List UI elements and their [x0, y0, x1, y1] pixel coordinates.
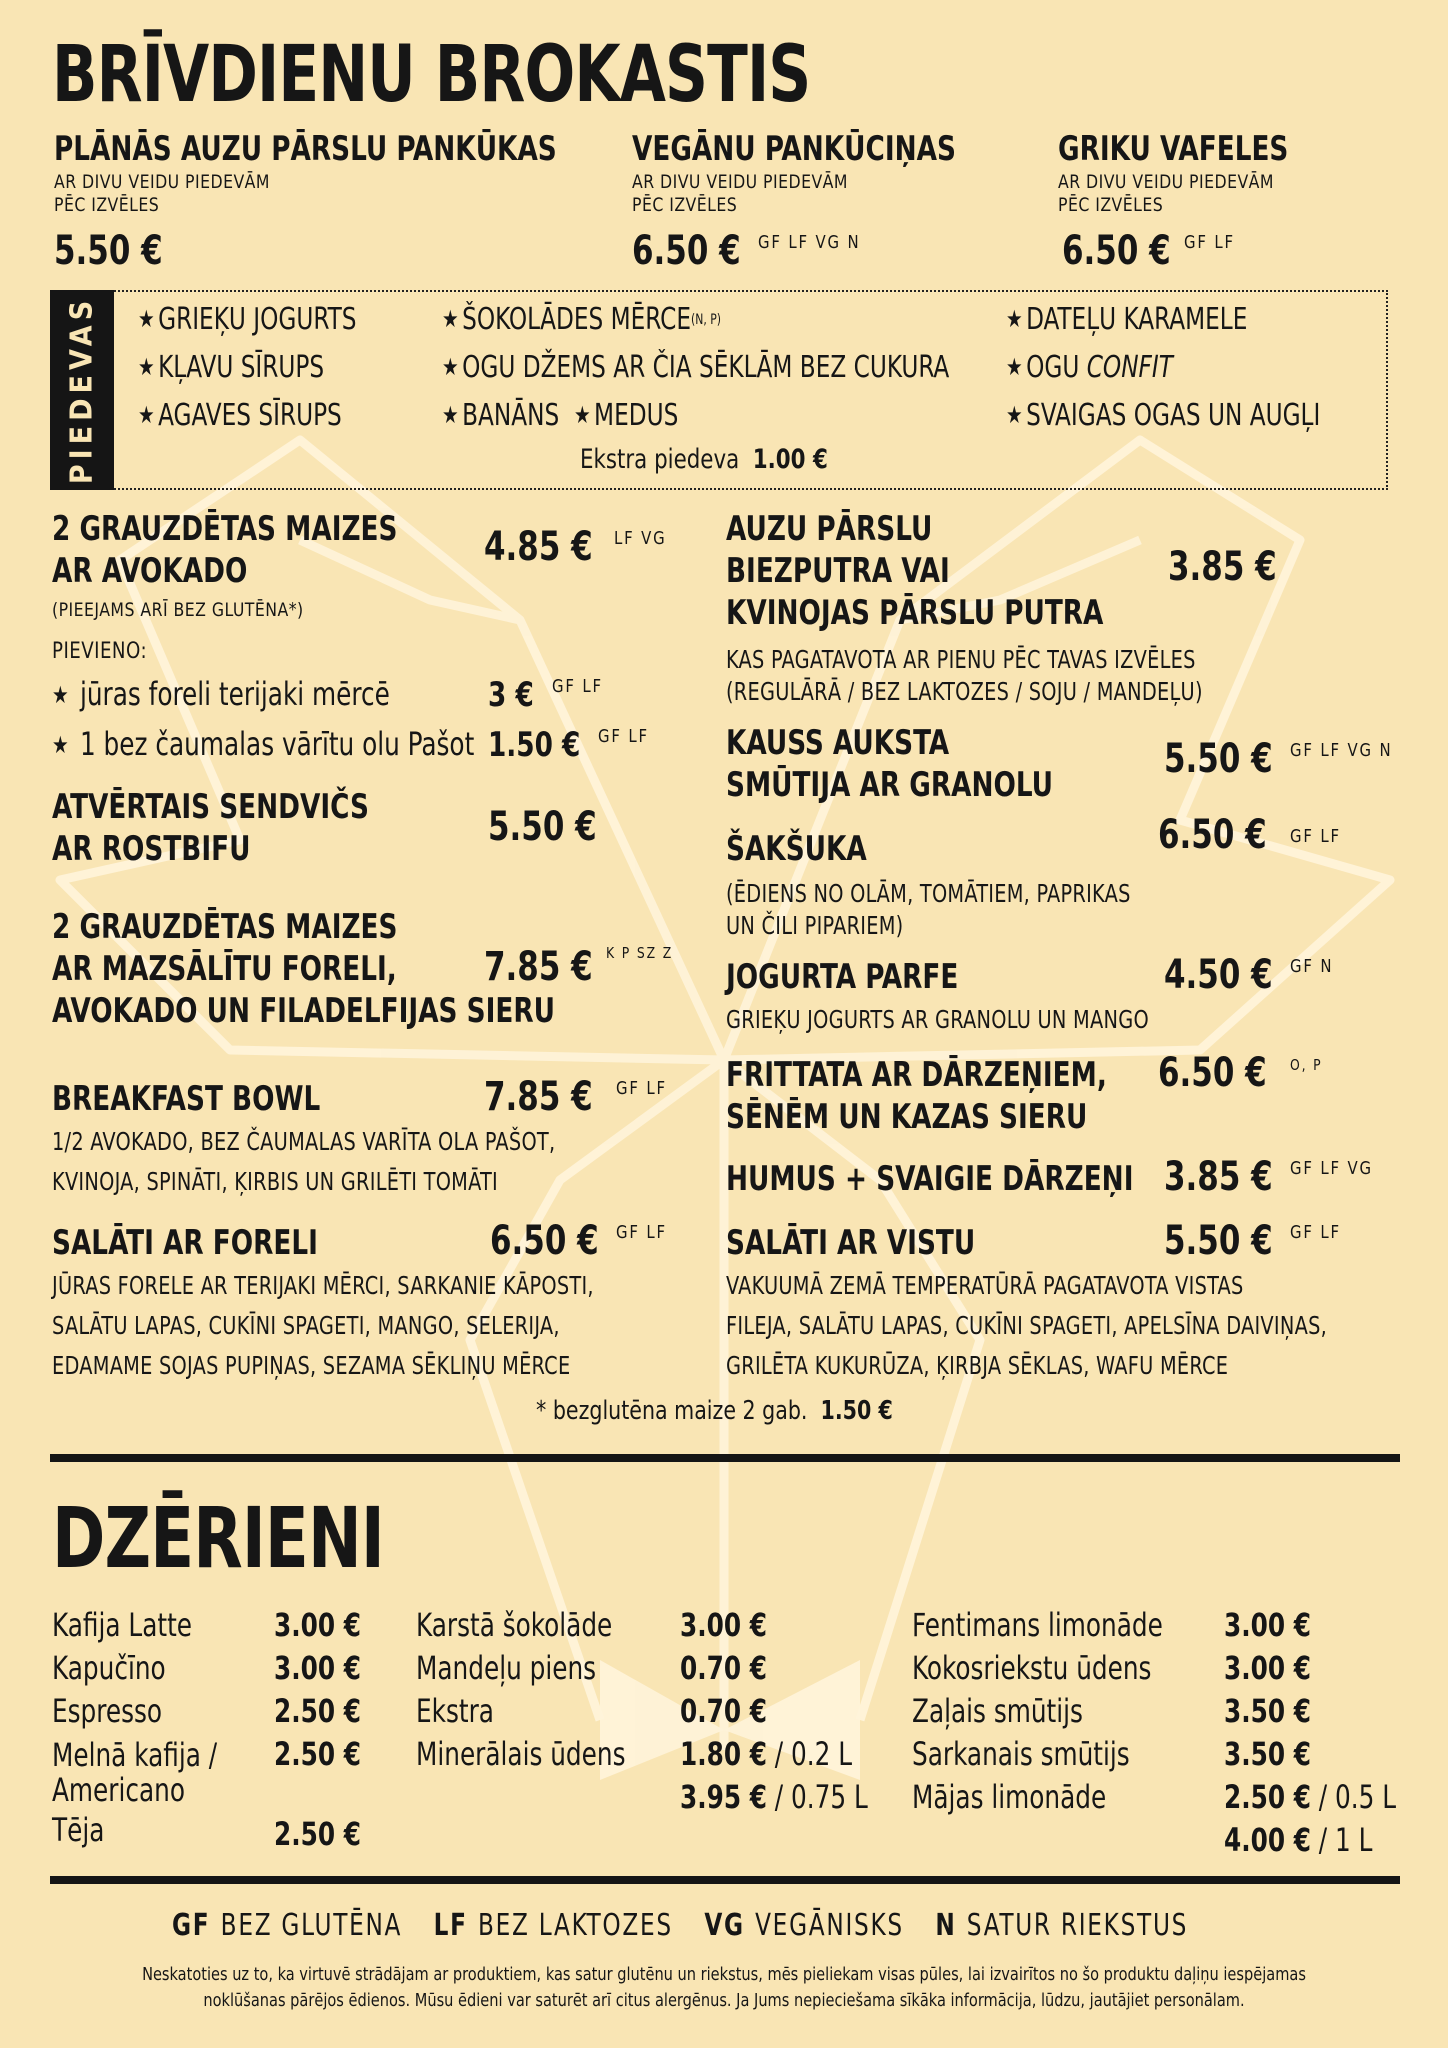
star-icon: ★: [138, 401, 155, 429]
drinks-col2-names: Karstā šokolāde Mandeļu piens Ekstra Minerālais ūdens: [416, 1606, 626, 1773]
chicken-salad-tags: GF LF: [1290, 1222, 1341, 1243]
porridge-price: 3.85 €: [1168, 544, 1277, 590]
waffles-price: 6.50 €: [1062, 228, 1171, 274]
topping-item: ★ BANĀNS ★ MEDUS: [442, 398, 679, 433]
parfait-tags: GF N: [1290, 956, 1334, 977]
topping-item: ★ OGU DŽEMS AR ČIA SĒKLĀM BEZ CUKURA: [442, 350, 950, 385]
topping-item: ★ OGU CONFIT: [1006, 350, 1173, 385]
shakshuka-tags: GF LF: [1290, 826, 1341, 847]
star-icon: ★: [52, 731, 69, 759]
shakshuka-desc2: UN ČILI PIPARIEM): [726, 911, 904, 940]
trout-toast-price: 7.85 €: [484, 944, 593, 990]
drinks-col3-prices: 3.00 € 3.00 € 3.50 € 3.50 € 2.50 € / 0.5 L 4.00 € / 1 L: [1224, 1606, 1396, 1859]
waffles-name: GRIKU VAFELES: [1058, 129, 1289, 169]
topping-item: ★ SVAIGAS OGAS UN AUGĻI: [1006, 398, 1321, 433]
divider-top: [50, 1454, 1400, 1462]
vegan-pancakes-tags: GF LF VG N: [758, 232, 861, 253]
breakfast-bowl-desc2: KVINOJA, SPINĀTI, ĶIRBIS UN GRILĒTI TOMĀTI: [52, 1167, 498, 1196]
drinks-col1-names: Kafija Latte Kapučīno Espresso Melnā kafija / Americano Tēja: [52, 1606, 218, 1849]
waffles-sub2: PĒC IZVĒLES: [1058, 194, 1164, 216]
pancakes-name: PLĀNĀS AUZU PĀRSLU PANKŪKAS: [54, 129, 557, 169]
avocado-toast-price: 4.85 €: [484, 524, 593, 570]
star-icon: ★: [573, 401, 591, 429]
chicken-salad-desc2: FILEJA, SALĀTU LAPAS, CUKĪNI SPAGETI, APELSĪNA DAIVIŅAS,: [726, 1311, 1328, 1340]
trout-salad-price: 6.50 €: [490, 1218, 599, 1264]
chicken-salad-price: 5.50 €: [1164, 1218, 1273, 1264]
trout-salad-desc2: SALĀTU LAPAS, CUKĪNI SPAGETI, MANGO, SELERIJA,: [52, 1311, 560, 1340]
frittata-price: 6.50 €: [1158, 1050, 1267, 1096]
gluten-free-bread-note: * bezglutēna maize 2 gab. 1.50 €: [536, 1396, 893, 1426]
breakfast-bowl-desc1: 1/2 AVOKADO, BEZ ČAUMALAS VARĪTA OLA PAŠOT,: [52, 1127, 556, 1156]
vegan-pancakes-name: VEGĀNU PANKŪCIŅAS: [632, 129, 956, 169]
star-icon: ★: [1006, 305, 1023, 333]
frittata-tags: O, P: [1290, 1056, 1323, 1074]
porridge-name: AUZU PĀRSLU BIEZPUTRA VAI KVINOJAS PĀRSLU PUTRA: [726, 509, 1104, 633]
sandwich-price: 5.50 €: [488, 804, 597, 850]
sandwich-name: ATVĒRTAIS SENDVIČS AR ROSTBIFU: [52, 787, 369, 869]
addon-egg-price: 1.50 €: [488, 725, 581, 765]
smoothie-bowl-tags: GF LF VG N: [1290, 740, 1393, 761]
trout-salad-desc1: JŪRAS FORELE AR TERIJAKI MĒRCI, SARKANIE KĀPOSTI,: [52, 1271, 594, 1300]
pancakes-sub2: PĒC IZVĒLES: [54, 194, 160, 216]
pancakes-sub1: AR DIVU VEIDU PIEDEVĀM: [54, 171, 270, 193]
trout-salad-name: SALĀTI AR FORELI: [52, 1223, 318, 1263]
star-icon: ★: [1006, 401, 1023, 429]
waffles-sub1: AR DIVU VEIDU PIEDEVĀM: [1058, 171, 1274, 193]
drinks-col2-prices: 3.00 € 0.70 € 0.70 € 1.80 € / 0.2 L 3.95 € / 0.75 L: [680, 1606, 868, 1816]
topping-item: ★ GRIEĶU JOGURTS: [138, 302, 357, 337]
avocado-toast-name: 2 GRAUZDĒTAS MAIZES AR AVOKADO: [52, 509, 398, 591]
add-label: PIEVIENO:: [52, 639, 148, 664]
drinks-col1-prices: 3.00 € 3.00 € 2.50 € 2.50 € 2.50 €: [274, 1606, 361, 1853]
shakshuka-desc1: (ĒDIENS NO OLĀM, TOMĀTIEM, PAPRIKAS: [726, 879, 1131, 908]
allergen-legend: GF BEZ GLUTĒNA LF BEZ LAKTOZES VG VEGĀNISKS N SATUR RIEKSTUS: [172, 1908, 1189, 1943]
parfait-price: 4.50 €: [1164, 952, 1273, 998]
hummus-tags: GF LF VG: [1290, 1158, 1373, 1179]
waffles-tags: GF LF: [1184, 232, 1235, 253]
toppings-label-bar: [50, 290, 114, 490]
star-icon: ★: [442, 401, 459, 429]
frittata-name: FRITTATA AR DĀRZEŅIEM, SĒNĒM UN KAZAS SIERU: [726, 1055, 1107, 1137]
addon-trout: ★ jūras foreli terijaki mērcē: [52, 672, 390, 719]
avocado-toast-tags: LF VG: [614, 528, 667, 549]
topping-item: ★ DATEĻU KARAMELE: [1006, 302, 1248, 337]
topping-item: ★ AGAVES SĪRUPS: [138, 398, 342, 433]
addon-trout-price: 3 €: [488, 675, 534, 715]
star-icon: ★: [442, 305, 459, 333]
toppings-label: PIEDEVAS: [64, 295, 100, 485]
allergen-disclaimer: Neskatoties uz to, ka virtuvē strādājam ar produktiem, kas satur glutēnu un riekstus, mēs pieliekam visas pūles, lai izvairītos no šo produktu daļiņu iespējamas noklūšanas pārējos ēdienos. Mūsu ēdieni var saturēt arī citus alergēnus. Ja Jums nepieciešama sīkāka informācija, lūdzu, jautājiet personālam.: [142, 1964, 1306, 2011]
addon-egg: ★ 1 bez čaumalas vārītu olu Pašot: [52, 722, 474, 769]
extra-topping: Ekstra piedeva 1.00 €: [580, 444, 828, 475]
drinks-col3-names: Fentimans limonāde Kokosriekstu ūdens Zaļais smūtijs Sarkanais smūtijs Mājas limonāde: [912, 1606, 1163, 1816]
shakshuka-name: ŠAKŠUKA: [726, 829, 867, 869]
breakfast-bowl-name: BREAKFAST BOWL: [52, 1079, 321, 1119]
trout-salad-desc3: EDAMAME SOJAS PUPIŅAS, SEZAMA SĒKLIŅU MĒRCE: [52, 1351, 571, 1380]
chicken-salad-desc1: VAKUUMĀ ZEMĀ TEMPERATŪRĀ PAGATAVOTA VISTAS: [726, 1271, 1244, 1300]
hummus-price: 3.85 €: [1164, 1154, 1273, 1200]
star-icon: ★: [52, 681, 69, 709]
topping-item: ★ KĻAVU SĪRUPS: [138, 350, 325, 385]
smoothie-bowl-name: KAUSS AUKSTA SMŪTIJA AR GRANOLU: [726, 723, 1053, 805]
star-icon: ★: [442, 353, 459, 381]
chicken-salad-name: SALĀTI AR VISTU: [726, 1223, 976, 1263]
star-icon: ★: [1006, 353, 1023, 381]
trout-salad-tags: GF LF: [616, 1222, 667, 1243]
pancakes-price: 5.50 €: [54, 228, 163, 274]
shakshuka-price: 6.50 €: [1158, 812, 1267, 858]
page-title: BRĪVDIENU BROKASTIS: [52, 30, 811, 120]
addon-trout-tags: GF LF: [552, 676, 603, 697]
breakfast-bowl-tags: GF LF: [616, 1078, 667, 1099]
vegan-pancakes-sub2: PĒC IZVĒLES: [632, 194, 738, 216]
vegan-pancakes-sub1: AR DIVU VEIDU PIEDEVĀM: [632, 171, 848, 193]
addon-egg-tags: GF LF: [598, 726, 649, 747]
drinks-title: DZĒRIENI: [52, 1489, 384, 1587]
hummus-name: HUMUS + SVAIGIE DĀRZEŅI: [726, 1159, 1134, 1199]
porridge-desc2: (REGULĀRĀ / BEZ LAKTOZES / SOJU / MANDEĻU): [726, 677, 1203, 706]
avocado-toast-note: (PIEEJAMS ARĪ BEZ GLUTĒNA*): [52, 599, 304, 621]
parfait-name: JOGURTA PARFE: [726, 957, 959, 997]
topping-item: ★ ŠOKOLĀDES $MĒRCE^{(N, P)}$: [442, 302, 722, 337]
breakfast-bowl-price: 7.85 €: [484, 1074, 593, 1120]
star-icon: ★: [138, 305, 155, 333]
porridge-desc1: KAS PAGATAVOTA AR PIENU PĒC TAVAS IZVĒLES: [726, 645, 1196, 674]
parfait-desc: GRIEĶU JOGURTS AR GRANOLU UN MANGO: [726, 1005, 1149, 1034]
divider-bottom: [50, 1876, 1400, 1884]
star-icon: ★: [138, 353, 155, 381]
chicken-salad-desc3: GRILĒTA KUKURŪZA, ĶIRBJA SĒKLAS, WAFU MĒRCE: [726, 1351, 1229, 1380]
trout-toast-tags: K P SZ Z: [606, 944, 674, 962]
trout-toast-name: 2 GRAUZDĒTAS MAIZES AR MAZSĀLĪTU FORELI, AVOKADO UN FILADELFIJAS SIERU: [52, 907, 555, 1031]
smoothie-bowl-price: 5.50 €: [1164, 736, 1273, 782]
vegan-pancakes-price: 6.50 €: [632, 228, 741, 274]
